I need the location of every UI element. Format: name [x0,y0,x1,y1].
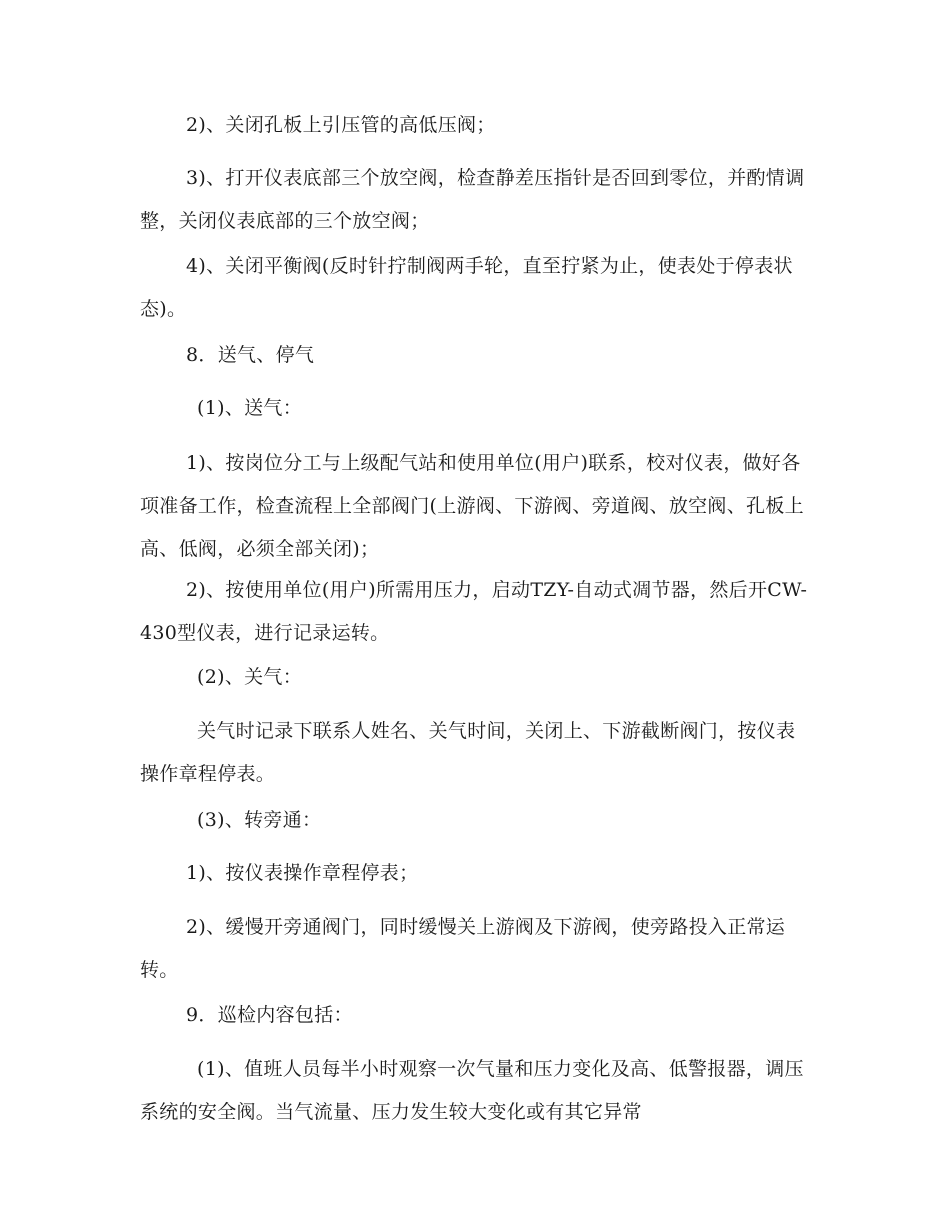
paragraph-inspection-duty: (1)、值班人员每半小时观察一次气量和压力变化及高、低警报器，调压系统的安全阀。当气流量、压力发生较大变化或有其它异常 [140,1058,804,1123]
paragraph-open-bypass: 2)、缓慢开旁通阀门，同时缓慢关上游阀及下游阀，使旁路投入正常运转。 [140,916,786,981]
paragraph-stop-meter: 1)、按仪表操作章程停表； [186,862,419,884]
section-heading-gas-supply-stop: 8．送气、停气 [186,344,315,366]
subheading-gas-supply: (1)、送气： [197,397,303,419]
section-heading-inspection: 9．巡检内容包括： [186,1004,353,1026]
subheading-bypass: (3)、转旁通： [197,809,322,831]
paragraph-open-vent-valves: 3)、打开仪表底部三个放空阀，检查静差压指针是否回到零位，并酌情调整，关闭仪表底部的三个放空阀； [140,167,805,232]
paragraph-close-balance-valve: 4)、关闭平衡阀(反时针拧制阀两手轮，直至拧紧为止，使表处于停表状态)。 [140,255,793,320]
paragraph-close-orifice-valves: 2)、关闭孔板上引压管的高低压阀； [186,114,496,136]
paragraph-contact-and-check: 1)、按岗位分工与上级配气站和使用单位(用户)联系，校对仪表，做好各项准备工作，检查流程上全部阀门(上游阀、下游阀、旁道阀、放空阀、孔板上高、低阀，必须全部关闭)； [140,452,804,560]
subheading-gas-shutoff: (2)、关气： [197,666,303,688]
paragraph-start-regulator: 2)、按使用单位(用户)所需用压力，启动TZY-自动式凋节器，然后开CW-430型仪表，进行记录运转。 [140,579,808,644]
paragraph-shutoff-record: 关气时记录下联系人姓名、关气时间，关闭上、下游截断阀门，按仪表操作章程停表。 [140,720,796,785]
